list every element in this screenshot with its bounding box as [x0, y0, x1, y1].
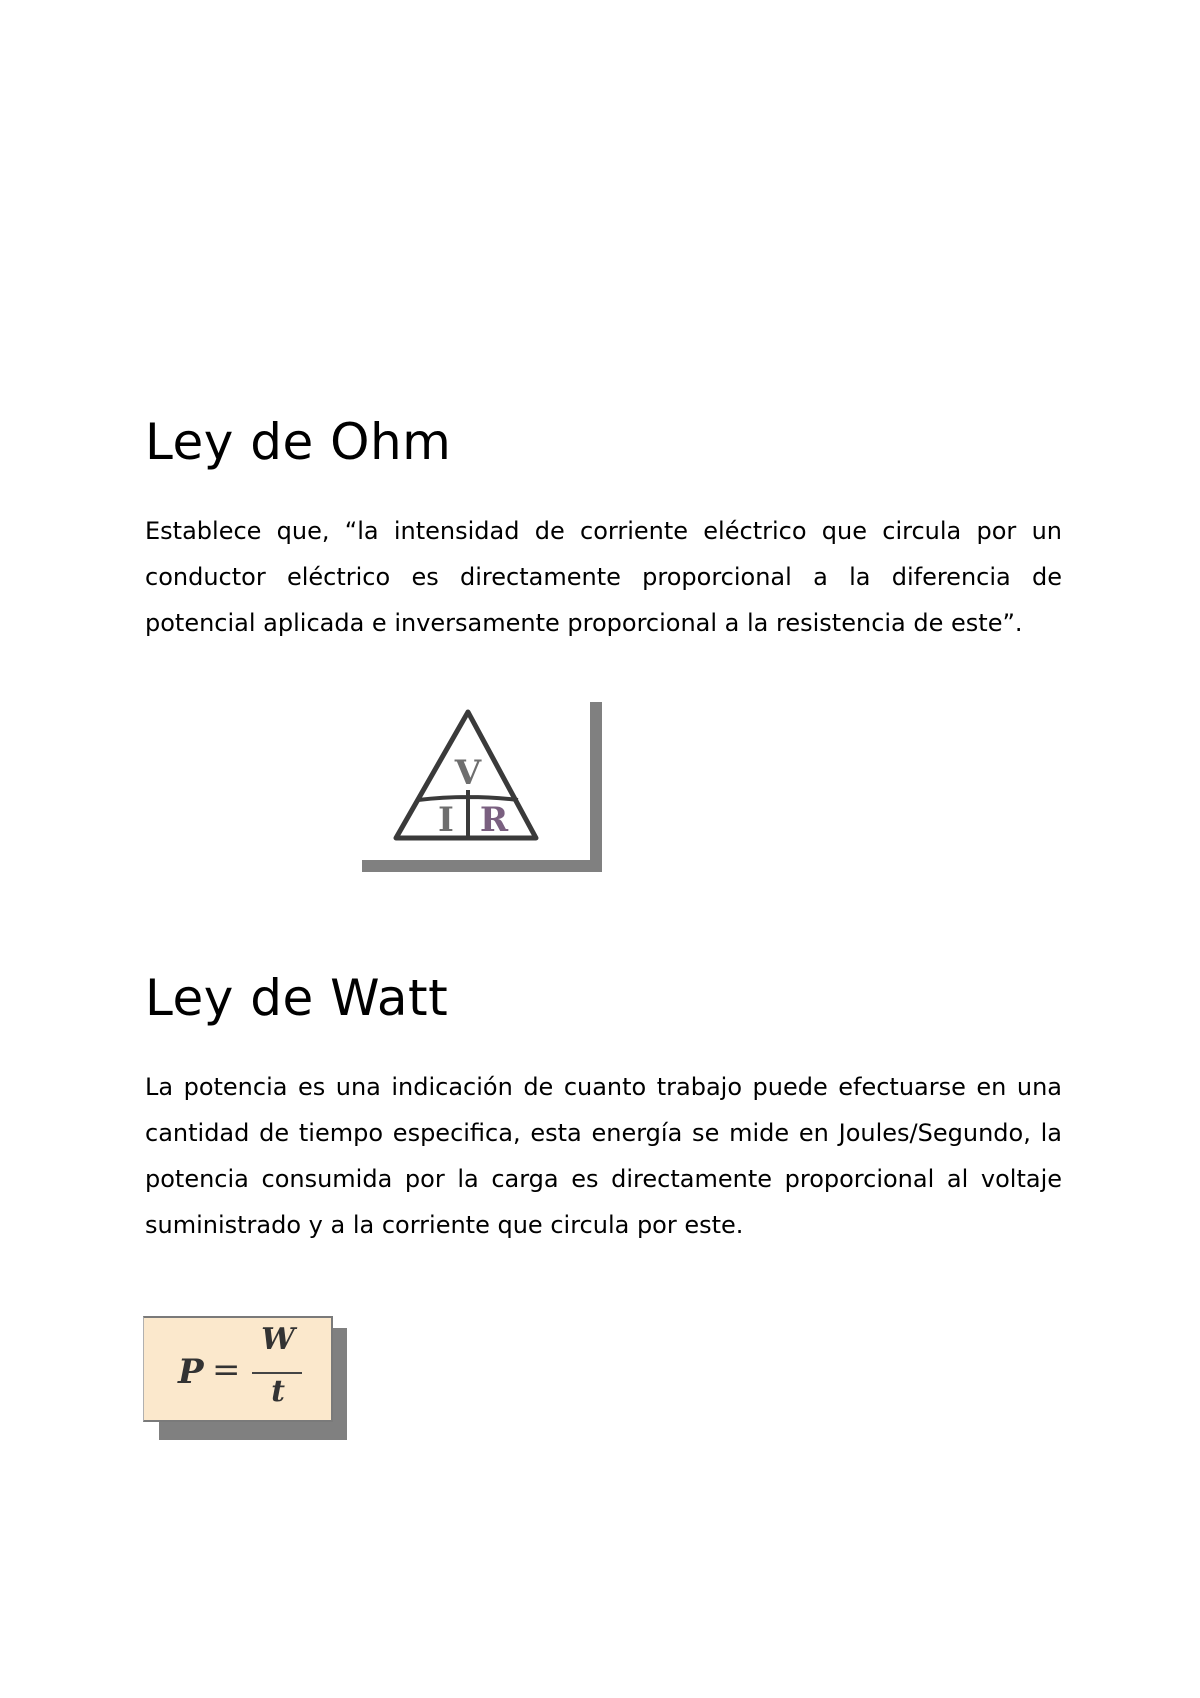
watt-formula-figure — [143, 1316, 357, 1442]
formula-lhs: P — [178, 1352, 204, 1392]
paragraph-ohm: Establece que, “la intensidad de corriente eléctrico que circula por un conductor eléctrico es directamente proporcional a la diferencia de potencial aplicada e inversamente proporcional a la resistencia de este”. — [145, 517, 1062, 637]
formula-numerator: W — [261, 1322, 295, 1357]
paragraph-watt: La potencia es una indicación de cuanto trabajo puede efectuarse en una cantidad de tiempo especifica, esta energía se mide en Joules/Segundo, la potencia consumida por la carga es directamente proporcional al voltaje suministrado y a la corriente que circula por este. — [145, 1073, 1062, 1239]
ohm-triangle-figure — [362, 700, 602, 872]
ohm-letter-r: R — [479, 800, 509, 840]
ohm-letter-i: I — [438, 800, 454, 840]
ohm-triangle-svg — [388, 704, 548, 854]
formula-equals: = — [212, 1350, 241, 1390]
watt-formula — [144, 1318, 334, 1424]
watt-shadow-bottom — [159, 1422, 347, 1440]
heading-watt: Ley de Watt — [145, 969, 449, 1027]
formula-denominator: t — [271, 1374, 285, 1409]
heading-ohm: Ley de Ohm — [145, 413, 452, 471]
watt-formula-box — [143, 1316, 333, 1422]
ohm-letter-v: V — [454, 753, 482, 793]
